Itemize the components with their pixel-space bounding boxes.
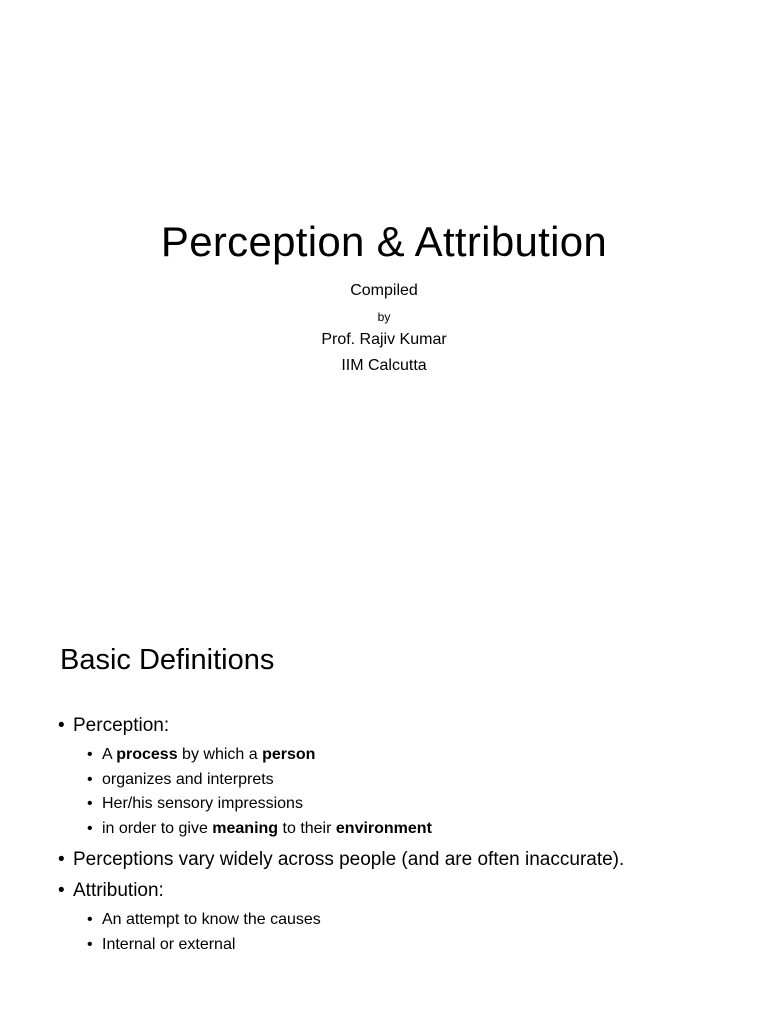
slide-title: Perception & Attribution [160, 218, 608, 265]
attribution-label: Attribution: [73, 880, 164, 901]
subtitle-by: by [377, 310, 391, 324]
sub-bullet-organizes: • organizes and interprets [87, 768, 748, 793]
bold-environment: environment [335, 819, 432, 837]
bullet-variation: • Perceptions vary widely across people (and are often inaccurate). [58, 848, 748, 872]
sub-bullet-internal-external: • Internal or external [87, 933, 748, 958]
institution-name: IIM Calcutta [341, 357, 427, 374]
author-name: Prof. Rajiv Kumar [321, 331, 447, 348]
sub-bullet-process [87, 743, 748, 768]
slide-heading: Basic Definitions [60, 644, 275, 676]
perception-label: Perception: [73, 715, 170, 736]
text-fragment: A [102, 746, 117, 763]
sub-bullet-meaning [87, 817, 748, 842]
bullet-list [58, 714, 748, 957]
sub-bullet-sensory: • Her/his sensory impressions [87, 792, 748, 817]
bold-person: person [262, 746, 316, 763]
sub-bullet-causes: • An attempt to know the causes [87, 908, 748, 933]
bold-process: process [116, 746, 178, 763]
bullet-perception [58, 714, 748, 841]
text-fragment: to their [278, 819, 336, 837]
text-fragment: by which a [177, 746, 263, 763]
attribution-sub-list [87, 908, 748, 957]
perception-sub-list [87, 743, 748, 841]
bullet-attribution [58, 879, 748, 957]
bold-meaning: meaning [212, 819, 279, 837]
text-fragment: in order to give [102, 819, 213, 837]
subtitle-compiled: Compiled [350, 282, 418, 299]
definitions-slide [0, 610, 768, 1010]
